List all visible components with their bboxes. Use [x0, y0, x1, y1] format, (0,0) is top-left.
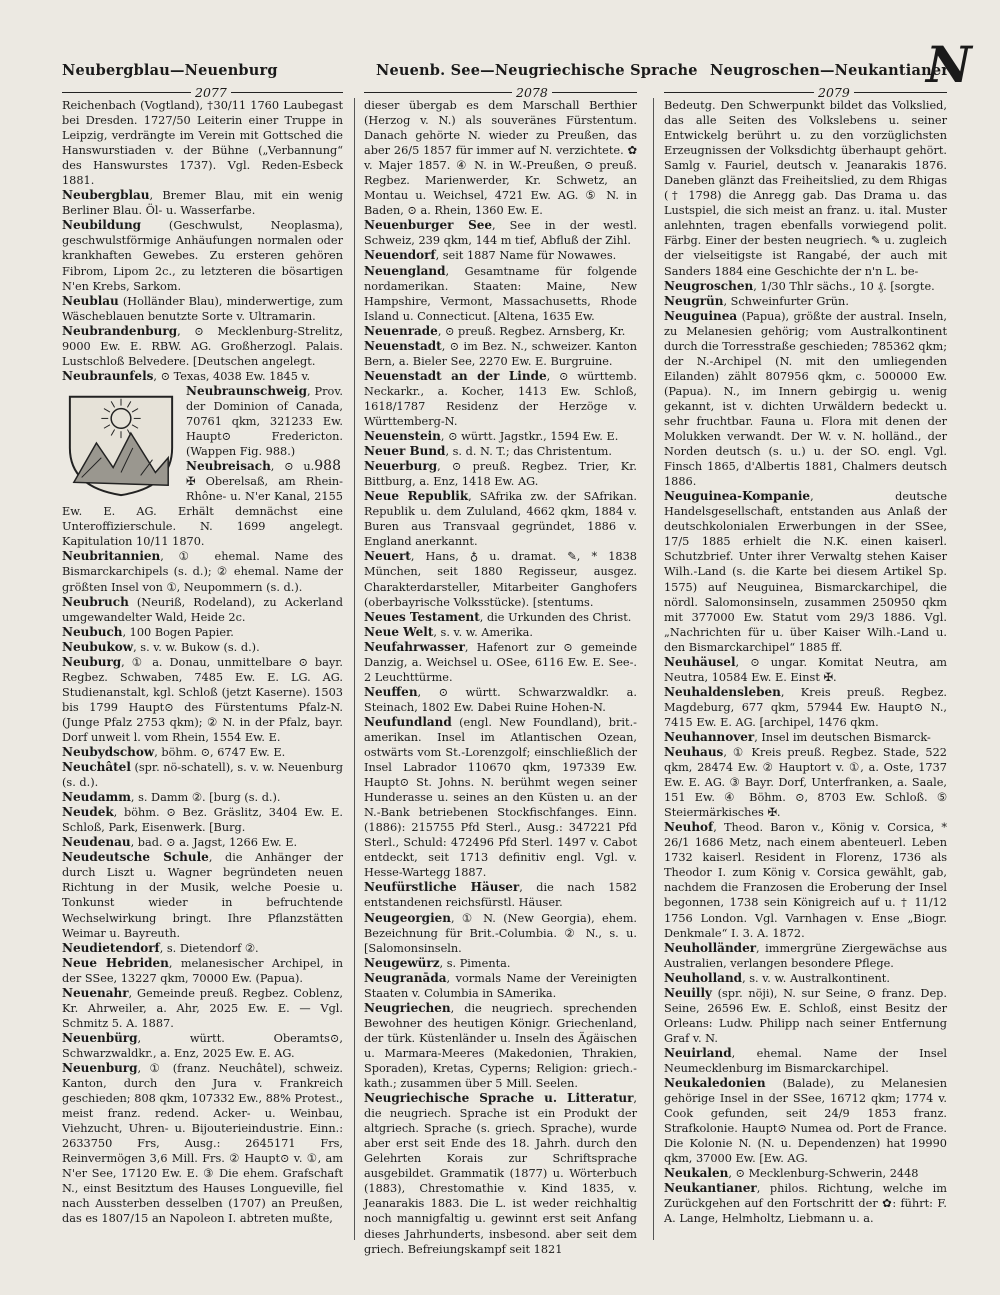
- column-number-right: 2079: [814, 85, 854, 100]
- entry-paragraph: Neugranāda, vormals Name der Vereinigten Staaten v. Columbia in SAmerika.: [364, 970, 637, 1000]
- entry-paragraph: Neugewürz, s. Pimenta.: [364, 955, 511, 970]
- entry-paragraph: Neubritannien, ① ehemal. Name des Bismarckarchipels (s. d.); ② ehemal. Name der größten Insel von ①, Neupommern (s. d.).: [62, 549, 343, 594]
- entry-paragraph: Neuilly (spr. nöji), N. sur Seine, ⊙ franz. Dep. Seine, 26596 Ew. E. Schloß, einst Besitz der Orleans: Ludw. Philipp nach seiner Entfernung Graf v. N.: [664, 985, 947, 1045]
- entry-paragraph: Neufahrwasser, Hafenort zur ⊙ gemeinde Danzig, a. Weichsel u. OSee, 6116 Ew. E. See-. 2 Leuchttürme.: [364, 639, 637, 684]
- entry-paragraph: Reichenbach (Vogtland), †30/11 1760 Laubegast bei Dresden. 1727/50 Leiterin einer Truppe in Leipzig, verdrängte im Verein mit Gottsched die Hanswurstiaden v. der Bühne („Verbannung“ des Hanswurstes 1737). Vgl. Reden-Esbeck 1881.: [62, 99, 343, 188]
- entry-paragraph: Neuer Bund, s. d. N. T.; das Christentum.: [364, 444, 612, 459]
- entry-paragraph: Neufürstliche Häuser, die nach 1582 entstandenen reichsfürstl. Häuser.: [364, 880, 637, 910]
- section-letter: N: [926, 35, 972, 94]
- entry-paragraph: Neuhäusel, ⊙ ungar. Komitat Neutra, am Neutra, 10584 Ew. E. Einst ✠.: [664, 654, 947, 684]
- column-number-left: 2077: [191, 85, 231, 100]
- entry-paragraph: Neudietendorf, s. Dietendorf ②.: [62, 940, 259, 955]
- header-rule-right: [664, 92, 947, 93]
- running-head-center: Neuenb. See—Neugriechische Sprache: [376, 62, 698, 79]
- entry-paragraph: Neubydschow, böhm. ⊙, 6747 Ew. E.: [62, 745, 286, 760]
- column-left: [62, 98, 343, 1248]
- entry-paragraph: Neuburg, ① a. Donau, unmittelbare ⊙ bayr. Regbez. Schwaben, 7485 Ew. E. LG. AG. Studienanstalt, kgl. Schloß (jetzt Kaserne). 1503 bis 1799 Haupt⊙ des Fürstentums Pfalz-N. (Junge Pfalz 2753 qkm); ② N. in der Pfalz, bayr. Dorf unweit l. vom Rhein, 1554 Ew. E.: [62, 654, 343, 744]
- entry-paragraph: Neue Republik, SAfrika zw. der SAfrikan. Republik u. dem Zululand, 4662 qkm, 1884 v. Buren aus Transvaal gegründet, 1886 v. England anerkannt.: [364, 489, 637, 549]
- entry-paragraph: 988 Neubreisach, ⊙ u. ✠ Oberelsaß, am Rhein-Rhône- u. N'er Kanal, 2155 Ew. E. AG. Erhält demnächst eine Unteroffizierschule. N. 1699 angelegt. Kapitulation 10/11 1870.: [62, 458, 343, 549]
- entry-paragraph: Neubuch, 100 Bogen Papier.: [62, 624, 234, 639]
- entry-paragraph: Neudamm, s. Damm ②. [burg (s. d.).: [62, 790, 281, 805]
- column-number-center: 2078: [512, 85, 552, 100]
- entry-paragraph: Neubildung (Geschwulst, Neoplasma), geschwulstförmige Anhäufungen normalen oder krankhaften Gewebes. Zu ersteren gehören Fibrom, Lipom 2c., zu letzteren die bösartigen N'en Krebs, Sarkom.: [62, 218, 343, 293]
- entry-paragraph: Neuhaus, ① Kreis preuß. Regbez. Stade, 522 qkm, 28474 Ew. ② Hauptort v. ①, a. Oste, 1737 Ew. E. AG. ③ Bayr. Dorf, Unterfranken, a. Saale, 151 Ew. ④ Böhm. ⊙, 8703 Ew. Schloß. ⑤ Steiermärkisches ✠.: [664, 745, 947, 820]
- entry-paragraph: Neuhof, Theod. Baron v., König v. Corsica, * 26/1 1686 Metz, nach einem abenteuerl. Leben 1732 kaiserl. Resident in Florenz, 1736 als Theodor I. zum König v. Corsica gewählt, gab, nachdem die Franzosen die Eroberung der Insel begonnen, 1738 sein Königreich auf u. † 11/12 1756 London. Vgl. Varnhagen v. Ense „Biogr. Denkmale“ I. 3. A. 1872.: [664, 820, 947, 940]
- entry-paragraph: Neuffen, ⊙ württ. Schwarzwaldkr. a. Steinach, 1802 Ew. Dabei Ruine Hohen-N.: [364, 684, 637, 714]
- coat-of-arms-figure: [62, 388, 180, 498]
- entry-paragraph: Neufundland (engl. New Foundland), brit.-amerikan. Insel im Atlantischen Ozean, ostwärts vom St.-Lorenzgolf; einschließlich der Insel Labrador 110670 qkm, 197339 Ew. Haupt⊙ St. Johns. N. berühmt wegen seiner Hunderasse u. seines an den Küsten u. an der N.-Bank betriebenen Stockfischfanges. Einn. (1886): 215755 Pfd Sterl., Ausg.: 347221 Pfd Sterl., Schuld: 472496 Pfd Sterl. 1497 v. Cabot entdeckt, seit 1713 definitiv engl. Vgl. v. Hesse-Wartegg 1887.: [364, 714, 637, 880]
- entry-paragraph: Neubraunschweig, Prov. der Dominion of Canada, 70761 qkm, 321233 Ew. Haupt⊙ Fredericton. (Wappen Fig. 988.): [186, 383, 343, 459]
- entry-paragraph: Neuenburg, ① (franz. Neuchâtel), schweiz. Kanton, durch den Jura v. Frankreich geschieden; 808 qkm, 107332 Ew., 88% Protest., meist franz. redend. Acker- u. Weinbau, Viehzucht, Uhren- u. Bijouterieindustrie. Einn.: 2633750 Frs, Ausg.: 2645171 Frs, Reinvermögen 3,6 Mill. Frs. ② Haupt⊙ v. ①, am N'er See, 17120 Ew. E. ③ Die ehem. Grafschaft N., einst Besitztum des Hauses Longueville, fiel nach Aussterben desselben (1707) an Preußen, das es 1807/15 an Napoleon I. abtreten mußte,: [62, 1061, 343, 1226]
- entry-paragraph: Neubergblau, Bremer Blau, mit ein wenig Berliner Blau. Öl- u. Wasserfarbe.: [62, 188, 343, 218]
- entry-paragraph: Neudek, böhm. ⊙ Bez. Gräslitz, 3404 Ew. E. Schloß, Park, Eisenwerk. [Burg.: [62, 805, 343, 835]
- entry-paragraph: Neublau (Holländer Blau), minderwertige, zum Wäscheblauen benutzte Sorte v. Ultramarin.: [62, 293, 343, 323]
- entry-paragraph: Neugroschen, 1/30 Thlr sächs., 10 ₰. [sorgte.: [664, 278, 935, 293]
- entry-paragraph: Neudeutsche Schule, die Anhänger der durch Liszt u. Wagner begründeten neuen Richtung in der Musik, welche Poesie u. Tonkunst wieder in befruchtende Wechselwirkung bringt. Ihre Pflanzstätten Weimar u. Bayreuth.: [62, 850, 343, 940]
- entry-paragraph: Neuchâtel (spr. nö-schatell), s. v. w. Neuenburg (s. d.).: [62, 760, 343, 790]
- entry-paragraph: Neuholländer, immergrüne Ziergewächse aus Australien, verlangen besondere Pflege.: [664, 940, 947, 970]
- column-divider-1: [354, 98, 355, 1240]
- entry-paragraph: Neudenau, bad. ⊙ a. Jagst, 1266 Ew. E.: [62, 835, 298, 850]
- entry-paragraph: Neukaledonien (Balade), zu Melanesien gehörige Insel in der SSee, 16712 qkm; 1774 v. Cook gefunden, seit 24/9 1853 franz. Strafkolonie. Haupt⊙ Numea od. Port de France. Die Kolonie N. (N. u. Dependenzen) hat 19990 qkm, 37000 Ew. [Ew. AG.: [664, 1076, 947, 1166]
- entry-paragraph: Neuenstein, ⊙ württ. Jagstkr., 1594 Ew. E.: [364, 429, 619, 444]
- entry-paragraph: Neubrandenburg, ⊙ Mecklenburg-Strelitz, 9000 Ew. E. RBW. AG. Großherzogl. Palais. Lustschloß Belvedere. [Deutschen angelegt.: [62, 323, 343, 368]
- entry-paragraph: Neue Hebriden, melanesischer Archipel, in der SSee, 13227 qkm, 70000 Ew. (Papua).: [62, 955, 343, 985]
- figure-number: 988: [314, 458, 341, 475]
- entry-paragraph: Neuguinea-Kompanie, deutsche Handelsgesellschaft, entstanden aus Anlaß der deutschkolonialen Erwerbungen in der SSee, 17/5 1885 erhielt die N.K. einen kaiserl. Schutzbrief. Unter ihrer Verwaltg stehen Kaiser Wilh.-Land (s. die Karte bei diesem Artikel Sp. 1575) auf Neuguinea, Bismarckarchipel, die nördl. Salomonsinseln, zusammen 250950 qkm mit 377000 Ew. Statut vom 29/3 1886. Vgl. „Nachrichten für u. über Kaiser Wilh.-Land u. den Bismarckarchipel“ 1885 ff.: [664, 489, 947, 654]
- entry-paragraph: Neugriechen, die neugriech. sprechenden Bewohner des heutigen Königr. Griechenland, der türk. Küstenländer u. Inseln des Ägäischen u. Marmara-Meeres (Makedonien, Thrakien, Sporaden), Kretas, Cyperns; Religion: griech.-kath.; zusammen über 5 Mill. Seelen.: [364, 1000, 637, 1091]
- entry-paragraph: Neuenburger See, See in der westl. Schweiz, 239 qkm, 144 m tief, Abfluß der Zihl.: [364, 218, 638, 248]
- entry-paragraph: Neuhannover, Insel im deutschen Bismarck-: [664, 729, 931, 744]
- entry-paragraph: Neubukow, s. v. w. Bukow (s. d.).: [62, 639, 260, 654]
- entry-paragraph: Bedeutg. Den Schwerpunkt bildet das Volkslied, das alle Seiten des Volkslebens u. seiner Entwickelg berührt u. zu den vorzüglichsten Erzeugnissen der Volksdichtg überhaupt gehört. Samlg v. Fauriel, deutsch v. Jeanarakis 1876. Daneben glänzt das Freiheitslied, zu dem Rhigas († 1798) die Anregg gab. Das Drama u. das Lustspiel, die sich meist an franz. u. ital. Muster anlehnten, tragen ebenfalls vorwiegend polit. Färbg. Einer der besten neugriech. ✎ u. zugleich der vielseitigste ist Rangabé, der auch mit Sanders 1884 eine Geschichte der n'n L. be-: [664, 99, 947, 278]
- entry-paragraph: Neue Welt, s. v. w. Amerika.: [364, 624, 534, 639]
- entry-paragraph: dieser übergab es dem Marschall Berthier (Herzog v. N.) als souveränes Fürstentum. Danach gehörte N. wieder zu Preußen, das aber 26/5 1857 für immer auf N. verzichtete. ✿ v. Majer 1857. ④ N. in W.-Preußen, ⊙ preuß. Regbez. Marienwerder, Kr. Schwetz, an Montau u. Weichsel, 4721 Ew. AG. ⑤ N. in Baden, ⊙ a. Rhein, 1360 Ew. E.: [364, 99, 637, 218]
- entry-paragraph: Neugeorgien, ① N. (New Georgia), ehem. Bezeichnung für Brit.-Columbia. ② N., s. u. [Salomonsinseln.: [364, 910, 637, 955]
- entry-paragraph: Neubraunfels, ⊙ Texas, 4038 Ew. 1845 v.: [62, 368, 311, 383]
- entry-paragraph: Neukantianer, philos. Richtung, welche im Zurückgehen auf den Fortschritt der ✿: führt: F. A. Lange, Helmholtz, Liebmann u. a.: [664, 1181, 947, 1226]
- entry-paragraph: Neuerburg, ⊙ preuß. Regbez. Trier, Kr. Bittburg, a. Enz, 1418 Ew. AG.: [364, 459, 637, 489]
- entry-paragraph: Neuholland, s. v. w. Australkontinent.: [664, 970, 890, 985]
- running-head-right: Neugroschen—Neukantianer: [710, 62, 950, 79]
- entry-paragraph: Neuenahr, Gemeinde preuß. Regbez. Coblenz, Kr. Ahrweiler, a. Ahr, 2025 Ew. E. — Vgl. Schmitz 5. A. 1887.: [62, 985, 343, 1030]
- entry-paragraph: Neukalen, ⊙ Mecklenburg-Schwerin, 2448: [664, 1166, 919, 1181]
- running-head-left: Neubergblau—Neuenburg: [62, 62, 278, 79]
- column-right: [664, 98, 947, 1248]
- column-divider-2: [653, 98, 654, 1240]
- entry-paragraph: Neuenrade, ⊙ preuß. Regbez. Arnsberg, Kr.: [364, 323, 626, 338]
- entry-paragraph: Neuenbürg, württ. Oberamts⊙, Schwarzwaldkr., a. Enz, 2025 Ew. E. AG.: [62, 1030, 343, 1060]
- entry-paragraph: Neugriechische Sprache u. Litteratur, die neugriech. Sprache ist ein Produkt der altgriech. Sprache (s. griech. Sprache), wurde aber erst seit Ende des 18. Jahrh. durch den Gelehrten Korais zur Schriftsprache ausgebildet. Grammatik (1877) u. Wörterbuch (1883), Chrestomathie v. Kind 1835, v. Jeanarakis 1883. Die L. ist weder reichhaltig noch mannigfaltig u. gewinnt erst seit Anfang dieses Jahrhunderts, insbesond. aber seit dem griech. Befreiungskampf seit 1821: [364, 1091, 637, 1256]
- entry-paragraph: Neuenstadt, ⊙ im Bez. N., schweizer. Kanton Bern, a. Bieler See, 2270 Ew. E. Burgruine.: [364, 338, 637, 368]
- entry-paragraph: Neuenstadt an der Linde, ⊙ württemb. Neckarkr., a. Kocher, 1413 Ew. Schloß, 1618/1787 Residenz der Herzöge v. Württemberg-N.: [364, 368, 637, 428]
- column-center: [364, 98, 638, 1256]
- entry-paragraph: Neuengland, Gesamtname für folgende nordamerikan. Staaten: Maine, New Hampshire, Vermont, Massachusetts, Rhode Island u. Connecticut. [Altena, 1635 Ew.: [364, 263, 637, 323]
- entry-paragraph: Neuert, Hans, ♁ u. dramat. ✎, * 1838 München, seit 1880 Regisseur, ausgez. Charakterdarsteller, Mitarbeiter Ganghofers (oberbayrische Volksstücke). [stentums.: [364, 549, 637, 609]
- entry-paragraph: Neues Testament, die Urkunden des Christ.: [364, 609, 632, 624]
- entry-paragraph: Neugrün, Schweinfurter Grün.: [664, 293, 849, 308]
- entry-paragraph: Neuhaldensleben, Kreis preuß. Regbez. Magdeburg, 677 qkm, 57944 Ew. Haupt⊙ N., 7415 Ew. E. AG. [archipel, 1476 qkm.: [664, 684, 947, 729]
- entry-paragraph: Neuirland, ehemal. Name der Insel Neumecklenburg im Bismarckarchipel.: [664, 1045, 947, 1075]
- entry-paragraph: Neuguinea (Papua), größte der austral. Inseln, zu Melanesien gehörig; vom Australkontinent durch die Torresstraße geschieden; 785362 qkm; der N.-Archipel (N. mit den umliegenden Eilanden) zählt 807956 qkm, c. 500000 Ew. (Papua). N., im Innern gebirgig u. wenig gekannt, ist v. dichten Urwäldern bedeckt u. sehr fruchtbar. Fauna u. Flora mit denen der Molukken verwandt. Der W. v. N. holländ., der Norden deutsch (s. u.) u. der SO. engl. Vgl. Finsch 1865, d'Albertis 1881, Chalmers deutsch 1886.: [664, 308, 947, 489]
- header-rule-center: [364, 92, 637, 93]
- entry-paragraph: Neuendorf, seit 1887 Name für Nowawes.: [364, 248, 617, 263]
- entry-paragraph: Neubruch (Neuriß, Rodeland), zu Ackerland umgewandelter Wald, Heide 2c.: [62, 594, 343, 624]
